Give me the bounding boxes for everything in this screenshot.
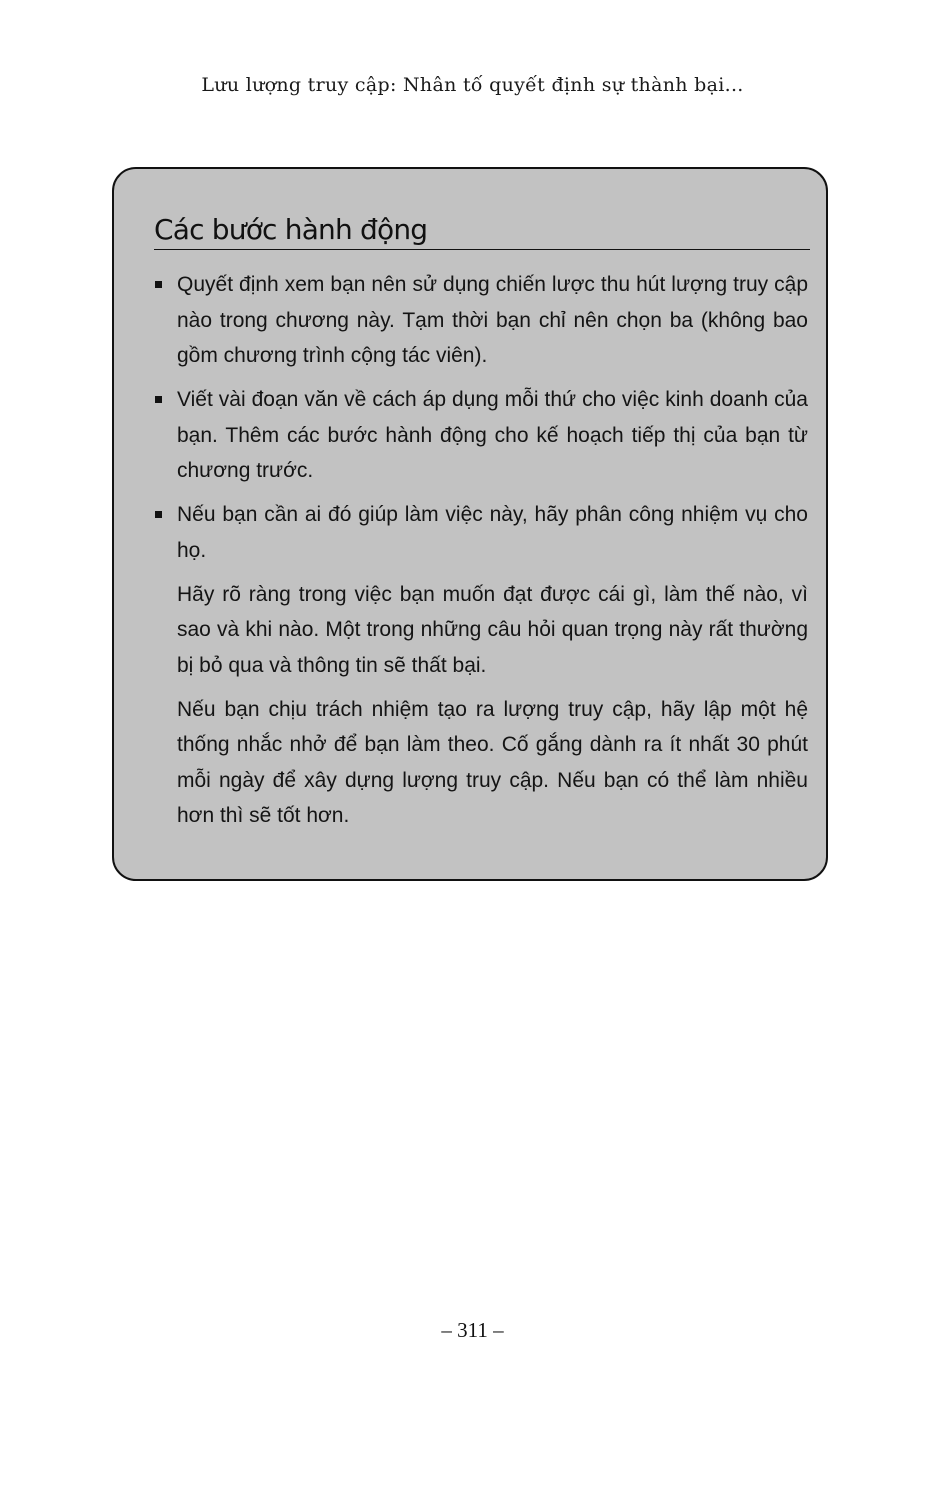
square-bullet-icon [155,511,162,518]
box-content [177,267,808,842]
body-paragraph: Hãy rõ ràng trong việc bạn muốn đạt được cái gì, làm thế nào, vì sao và khi nào. Một trong những câu hỏi quan trọng này rất thường bị bỏ qua và thông tin sẽ thất bại. [177,582,808,677]
page-number: – 311 – [441,1318,504,1342]
bullet-item [177,267,808,374]
bullet-item [177,497,808,568]
action-steps-box [112,167,828,881]
bullet-text: Viết vài đoạn văn về cách áp dụng mỗi thứ cho việc kinh doanh của bạn. Thêm các bước hành động cho kế hoạch tiếp thị của bạn từ chương trước. [177,388,808,482]
square-bullet-icon [155,281,162,288]
bullet-list [177,267,808,568]
bullet-item [177,382,808,489]
running-header: Lưu lượng truy cập: Nhân tố quyết định sự thành bại... [201,74,744,96]
square-bullet-icon [155,396,162,403]
box-title: Các bước hành động [154,213,810,250]
bullet-text: Nếu bạn cần ai đó giúp làm việc này, hãy phân công nhiệm vụ cho họ. [177,503,808,562]
body-paragraph: Nếu bạn chịu trách nhiệm tạo ra lượng truy cập, hãy lập một hệ thống nhắc nhở để bạn làm theo. Cố gắng dành ra ít nhất 30 phút mỗi ngày để xây dựng lượng truy cập. Nếu bạn có thể làm nhiều hơn thì sẽ tốt hơn. [177,697,808,827]
bullet-text: Quyết định xem bạn nên sử dụng chiến lược thu hút lượng truy cập nào trong chương này. Tạm thời bạn chỉ nên chọn ba (không bao gồm chương trình cộng tác viên). [177,273,808,367]
